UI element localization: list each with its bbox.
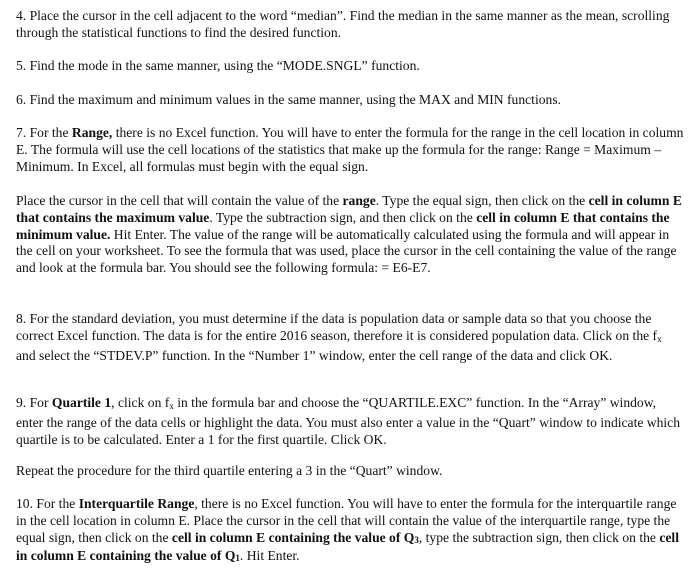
step-9-text-c: , click on f [111, 395, 170, 410]
min-cell-bold: cell in column E that contains the minimum value. [16, 209, 670, 242]
step-10-text-a: 10. For the [16, 496, 79, 511]
step-7-paragraph [16, 125, 684, 175]
step-10-text-c: , there is no Excel function. You will have to enter the formula for the interquartile range in the cell location in column E. Place the cursor in the cell that will contain the value of the interquartile range, type the equal sign, then click on the [16, 496, 677, 545]
step-9-text-d: in the formula bar and choose the “QUARTILE.EXC” function. In the “Array” window, enter the range of the data cells or highlight the data. You must also enter a value in the “Quart” window to indicate which quartile is to be calculated. Enter a 1 for the first quartile. Click OK. [16, 395, 681, 447]
q1-cell-bold: cell in column E containing the value of $Q_1$ [16, 529, 679, 564]
step-5-paragraph: 5. Find the mode in the same manner, using the “MODE.SNGL” function. [16, 58, 420, 73]
fx-subscript: x [169, 401, 174, 411]
step-7b-text-a: Place the cursor in the cell that will contain the value of the [16, 193, 343, 208]
range-bold: range [342, 193, 376, 208]
interquartile-range-term: Interquartile Range [78, 496, 195, 511]
step-7-text-c: there is no Excel function. You will have to enter the formula for the range in the cell location in column E. The formula will use the cell locations of the statistics that make up the formula for the range: Range = Maximum – Minimum. In Excel, all formulas must begin with the equal sign. [16, 125, 684, 174]
step-9-paragraph [16, 395, 684, 448]
step-4-paragraph: 4. Place the cursor in the cell adjacent to the word “median”. Find the median in the same manner as the mean, scrolling through the statistical functions to find the desired function. [16, 8, 670, 40]
step-7-text-a: 7. For the [16, 125, 72, 140]
step-6-paragraph: 6. Find the maximum and minimum values in the same manner, using the MAX and MIN functions. [16, 92, 562, 107]
step-9-text-a: 9. For [16, 395, 52, 410]
step-10-text-g: . Hit Enter. [239, 548, 300, 564]
step-7b-text-c: . Type the equal sign, then click on the [375, 193, 589, 208]
max-cell-bold: cell in column E that contains the maximum value [16, 193, 682, 225]
fx-subscript: x [657, 333, 662, 344]
step-10-paragraph [16, 496, 684, 567]
step-8-text-a: 8. For the standard deviation, you must determine if the data is population data or sample data so that you choose the correct Excel function. The data is for the entire 2016 season, therefore it is considered population data. Click on the f [16, 311, 658, 343]
step-8-paragraph [16, 311, 684, 364]
q1-subscript: 1 [235, 553, 240, 564]
step-8-text-b: and select the “STDEV.P” function. In the “Number 1” window, enter the cell range of the data and click OK. [16, 347, 613, 363]
step-10-text-e: , type the subtraction sign, then click on the [418, 529, 660, 545]
q3-subscript: 3 [414, 534, 419, 545]
step-7b-text-g: Hit Enter. The value of the range will be automatically calculated using the formula and will appear in the cell on your worksheet. To see the formula that was used, place the cursor in the cell containing the value of the range and look at the formula bar. You should see the following formula: = E6-E7. [16, 226, 677, 276]
q3-cell-bold: cell in column E containing the value of $Q_3$ [171, 529, 419, 545]
quartile-1-term: Quartile 1 [51, 395, 112, 410]
repeat-procedure-paragraph: Repeat the procedure for the third quartile entering a 3 in the “Quart” window. [16, 463, 443, 478]
step-7-instructions-paragraph [16, 193, 684, 277]
step-7b-text-e: . Type the subtraction sign, and then click on the [209, 209, 477, 225]
range-term: Range, [71, 125, 113, 140]
